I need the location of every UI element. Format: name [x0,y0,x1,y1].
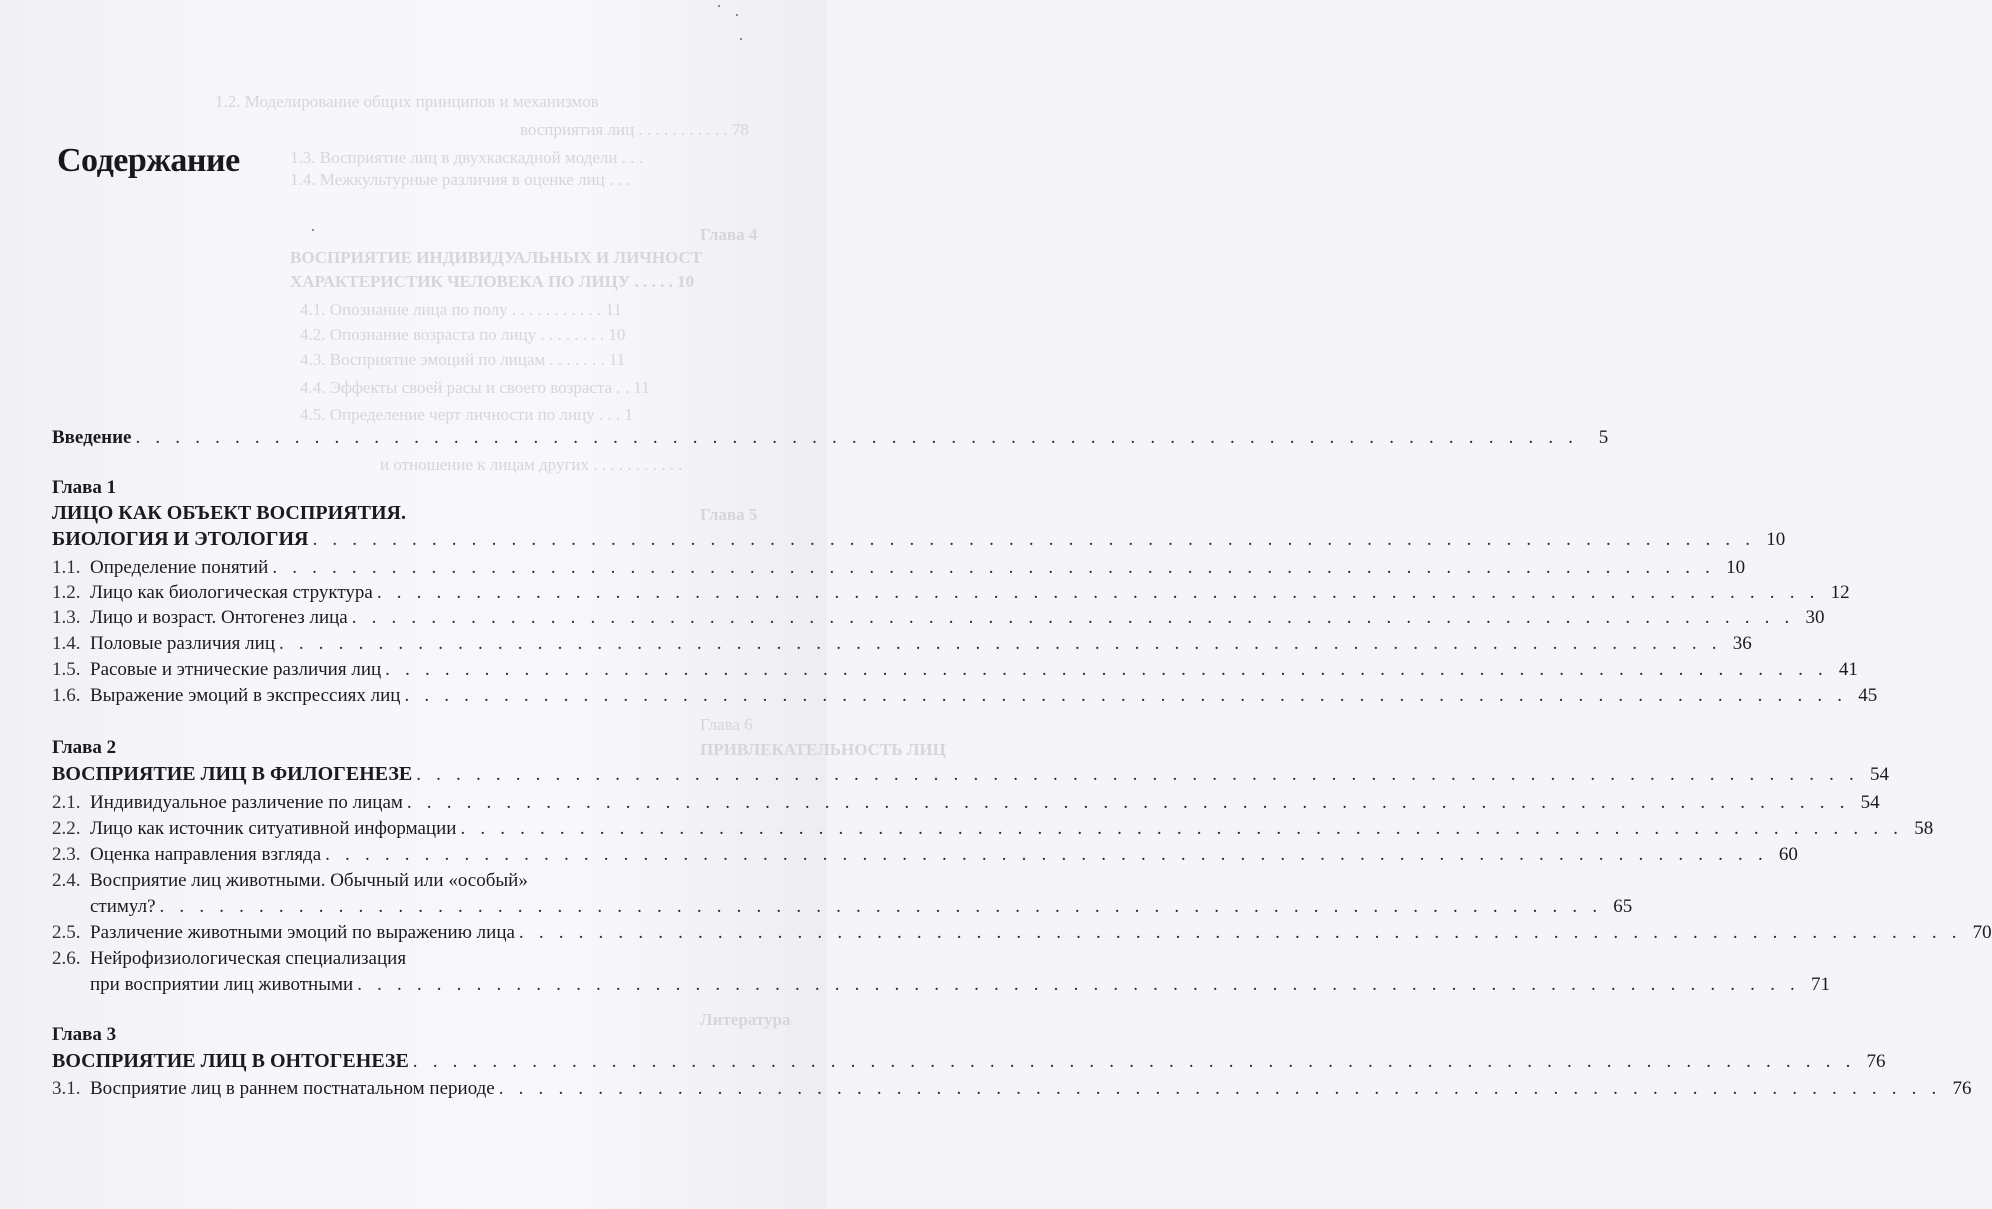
leader-dots [385,657,1828,683]
section-text: Половые различия лиц [90,633,275,654]
toc-section-row [52,1076,1972,1102]
toc-chapter-title-row [52,761,1889,787]
toc-section-row [52,657,1858,683]
section-text: Восприятие лиц в раннем постнатальном периоде [90,1078,495,1099]
section-text: Расовые и этнические различия лиц [90,659,382,680]
leader-dots [279,631,1722,657]
section-text: Выражение эмоций в экспрессиях лиц [90,685,401,706]
chapter-label: Глава 3 [52,1024,117,1045]
toc-section-row [52,555,1746,581]
toc-page-number: 12 [1830,582,1850,603]
section-text: Индивидуальное различение по лицам [90,792,403,813]
leader-dots [499,1076,1942,1102]
toc-section-row [52,790,1880,816]
chapter-title: ВОСПРИЯТИЕ ЛИЦ В ОНТОГЕНЕЗЕ [52,1050,409,1072]
toc-section-cont-row [52,894,1633,920]
toc-chapter-title-row [52,526,1786,552]
leader-dots [325,842,1768,868]
toc-page-number: 58 [1914,818,1934,839]
toc-section-row [52,683,1878,709]
section-text-continued: при восприятии лиц животными [90,974,354,995]
chapter-title: ВОСПРИЯТИЕ ЛИЦ В ФИЛОГЕНЕЗЕ [52,763,413,785]
leader-dots [413,1049,1856,1075]
toc-section-row [52,842,1798,868]
page-title: Содержание [57,142,240,179]
toc-page-number: 5 [1598,427,1609,448]
section-number: 2.6. [52,948,81,969]
toc-entry-intro [52,425,1609,451]
toc-page-number: 45 [1858,685,1878,706]
section-text: Восприятие лиц животными. Обычный или «особый» [90,870,528,891]
chapter-label: Глава 2 [52,737,117,758]
toc-section-row [52,631,1752,657]
toc-page-number: 76 [1952,1078,1972,1099]
section-number: 2.1. [52,792,81,813]
toc-page-number: 41 [1838,659,1858,680]
toc-page-number: 30 [1805,607,1825,628]
leader-dots [136,425,1579,451]
toc-entry-text: Введение [52,427,132,448]
toc-section-row [52,920,1992,946]
leader-dots [160,894,1603,920]
section-number: 1.6. [52,685,81,706]
section-text-continued: стимул? [90,896,156,917]
toc-section-row [52,580,1850,606]
chapter-label: Глава 1 [52,477,117,498]
section-number: 2.3. [52,844,81,865]
section-text: Нейрофизиологическая специализация [90,948,407,969]
section-number: 1.3. [52,607,81,628]
section-number: 1.2. [52,582,81,603]
book-page: 1.2. Моделирование общих принципов и механизмов восприятия лиц . . . . . . . . . . . 78 1.3. Восприятие лиц в двухкаскадной модели . . . 1.4. Межкультурные различия в оценке лиц . . . Глава 4 ВОСПРИЯТИЕ ИНДИВИДУАЛЬНЫХ И ЛИЧНОСТ ХАРАКТЕРИСТИК ЧЕЛОВЕКА ПО ЛИЦУ . . . . . 10 4.1. Опознание лица по полу . . . . . . . . . . . 11 4.2. Опознание возраста по лицу . . . . . . . . 10 4.3. Восприятие эмоций по лицам . . . . . . . 11 4.4. Эффекты своей расы и своего возраста . . 11 4.5. Определение черт личности по лицу . . . 1 и отношение к лицам других . . . . . . . . . . . Глава 5 Глава 6 ПРИВЛЕКАТЕЛЬНОСТЬ ЛИЦ Литература Содержание Введение . . . 5 Глава 1 ЛИЦО КАК ОБЪЕКТ ВОСПРИЯТИЯ. БИОЛОГИЯ И ЭТОЛОГИЯ . . . 10 1.1. Определение понятий . . . 10 1.2. Лицо как биологическая структура . . . 12 1.3. Лицо и возраст. Онтогенез лица . . . 30 1.4. Половые различия лиц . . . 36 1.5. Расовые и этнические различия лиц . . . 41 1.6. Выражение эмоций в экспрессиях лиц . . . 45 Глава 2 ВОСПРИЯТИЕ ЛИЦ В ФИЛОГЕНЕЗЕ . . . 54 2.1. Индивидуальное различение по лицам . . . 54 2.2. Лицо как источник ситуативной информации . . . 58 2.3. Оценка направления взгляда . . . 60 2.4. Восприятие лиц животными. Обычный или «особый» стимул? . . . 65 2.5. Различение животными эмоций по выражению лица . . . 70 2.6. Нейрофизиологическая специализация при восприятии лиц животными . . . 71 Глава 3 ВОСПРИЯТИЕ ЛИЦ В ОНТОГЕНЕЗЕ . . . 76 3.1. Восприятие лиц в раннем постнатальном периоде . . . 76 [0,0,827,1209]
section-text: Лицо как биологическая структура [90,582,373,603]
toc-page-number: 10 [1766,529,1786,550]
leader-dots [407,790,1850,816]
section-text: Оценка направления взгляда [90,844,322,865]
leader-dots [357,972,1800,998]
section-number: 1.4. [52,633,81,654]
leader-dots [352,605,1795,631]
toc-page-number: 60 [1778,844,1798,865]
leader-dots [377,580,1820,606]
section-number: 2.4. [52,870,81,891]
leader-dots [519,920,1962,946]
toc-page-number: 65 [1613,896,1633,917]
toc-page-number: 76 [1866,1051,1886,1072]
leader-dots [272,555,1715,581]
section-text: Определение понятий [90,557,269,578]
leader-dots [312,527,1755,553]
toc-section-row [52,605,1825,631]
section-text: Лицо и возраст. Онтогенез лица [90,607,348,628]
toc-page-number: 71 [1810,974,1830,995]
toc-page-number: 54 [1870,764,1889,785]
leader-dots [460,816,1903,842]
toc-section-row [52,868,700,894]
toc-chapter-title-row [52,1048,1886,1074]
toc-page-number: 54 [1860,792,1880,813]
section-number: 2.2. [52,818,81,839]
section-number: 1.5. [52,659,81,680]
toc-section-cont-row [52,972,1830,998]
toc-page-number: 70 [1972,922,1992,943]
chapter-title: ЛИЦО КАК ОБЪЕКТ ВОСПРИЯТИЯ. [52,502,406,524]
section-number: 3.1. [52,1078,81,1099]
section-text: Лицо как источник ситуативной информации [90,818,457,839]
leader-dots [416,762,1859,788]
toc-section-row [52,946,700,972]
section-text: Различение животными эмоций по выражению лица [90,922,515,943]
section-number: 1.1. [52,557,81,578]
toc-section-row [52,816,1934,842]
leader-dots [404,683,1847,709]
chapter-title: БИОЛОГИЯ И ЭТОЛОГИЯ [52,528,309,550]
section-number: 2.5. [52,922,81,943]
toc-page-number: 10 [1726,557,1746,578]
toc-page-number: 36 [1732,633,1752,654]
